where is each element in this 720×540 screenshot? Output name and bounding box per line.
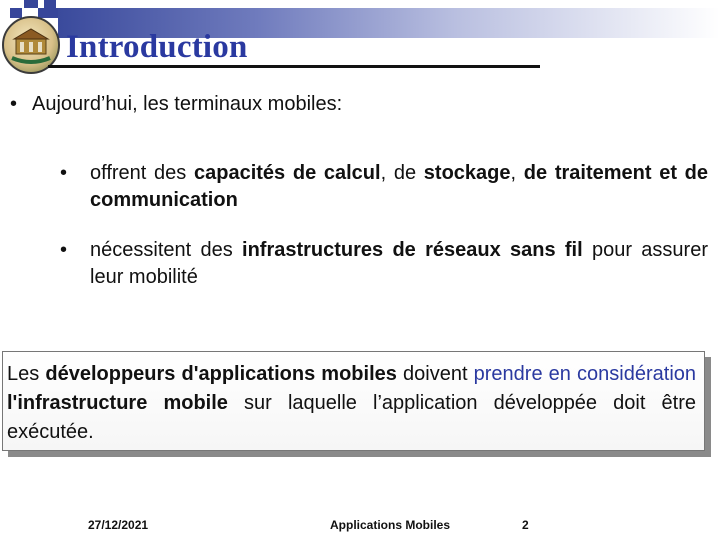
text-run: , de bbox=[380, 162, 424, 184]
footer-page-number: 2 bbox=[522, 518, 529, 532]
sub-bullet-2-text bbox=[90, 237, 708, 291]
text-run: Les bbox=[7, 363, 46, 385]
bold-run: développeurs d'applications mobiles bbox=[45, 363, 397, 385]
text-run: doivent bbox=[396, 363, 474, 385]
bold-run: stockage bbox=[423, 162, 511, 184]
sub-bullet-1-text bbox=[90, 160, 708, 214]
bold-run: capacités de calcul bbox=[193, 162, 381, 184]
footer-date: 27/12/2021 bbox=[88, 518, 149, 532]
text-run: pour assurer leur mobilité bbox=[90, 239, 708, 288]
sub-bullet-2 bbox=[60, 237, 708, 291]
bullet-icon: • bbox=[60, 162, 68, 184]
bullet-icon: • bbox=[60, 239, 68, 261]
text-run: , bbox=[510, 162, 524, 184]
decor-square bbox=[44, 0, 56, 8]
sub-bullet-1 bbox=[60, 160, 708, 214]
footer-course: Applications Mobiles bbox=[330, 518, 451, 532]
decor-square bbox=[10, 8, 22, 18]
decor-square bbox=[24, 0, 38, 8]
callout-box bbox=[2, 351, 705, 451]
text-run: offrent des bbox=[90, 162, 194, 184]
highlight-run: prendre en considération bbox=[473, 363, 697, 385]
bold-run: infrastructures de réseaux sans fil bbox=[242, 239, 583, 261]
decor-square bbox=[38, 8, 58, 18]
text-run: sur laquelle l’application développée doit être exécutée. bbox=[7, 392, 697, 443]
title-underline bbox=[48, 65, 540, 68]
bold-run: l'infrastructure mobile bbox=[7, 392, 228, 414]
bold-run: de traitement et de communication bbox=[90, 162, 709, 211]
slide-title: Introduction bbox=[66, 29, 248, 65]
text-run: nécessitent des bbox=[90, 239, 243, 261]
main-bullet-text: Aujourd’hui, les terminaux mobiles: bbox=[32, 93, 343, 115]
bullet-icon: • bbox=[10, 93, 18, 115]
